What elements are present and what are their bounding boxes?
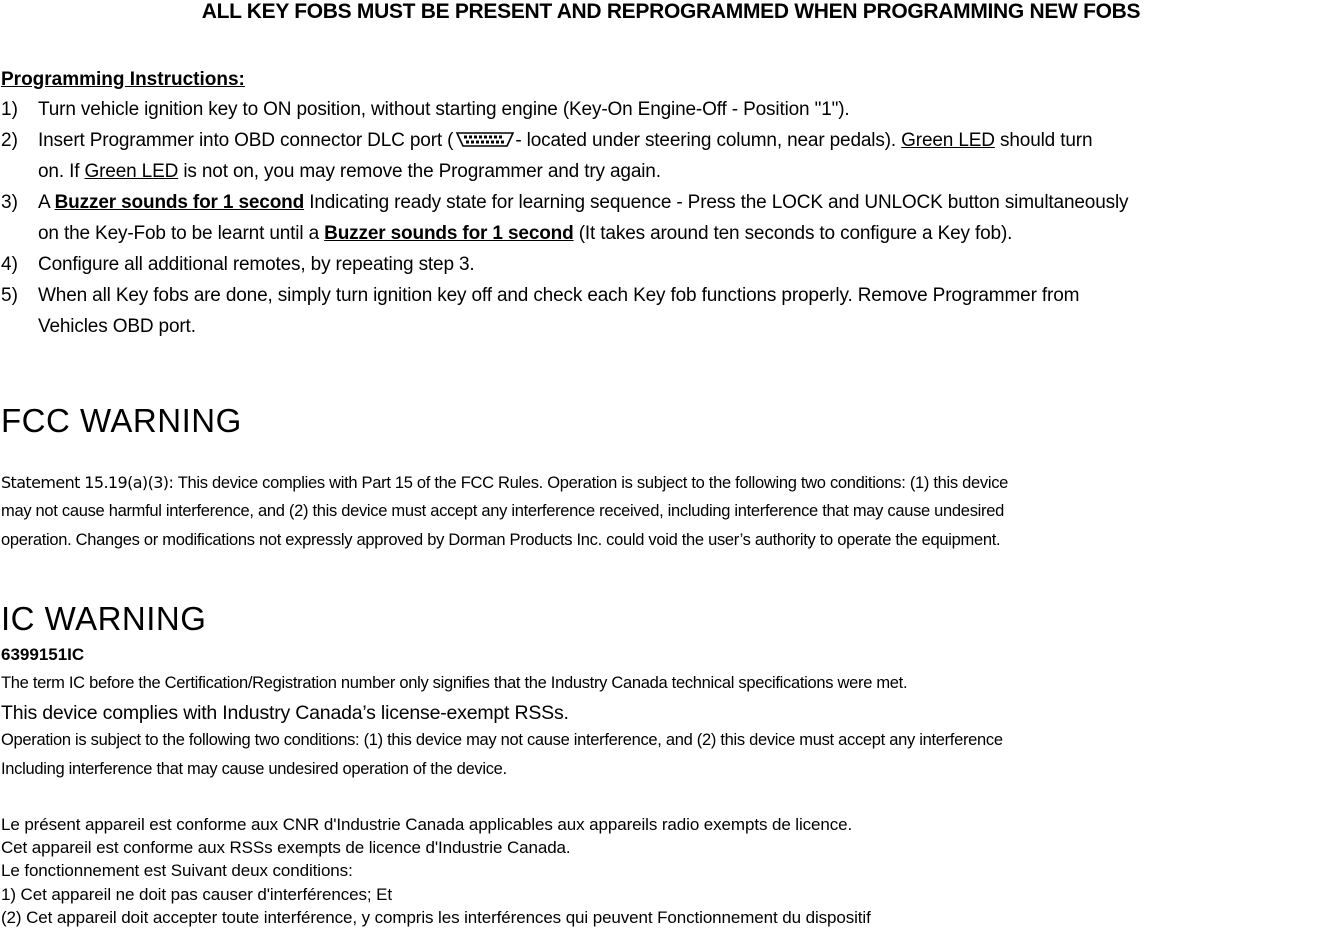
french-line-1: Le présent appareil est conforme aux CNR d'Industrie Canada applicables aux appareils radio exempts de licence.: [1, 815, 853, 834]
step-3-text-c: Indicating ready state for learning sequence - Press the LOCK and UNLOCK button simultaneously: [304, 192, 1129, 213]
step-3-line-1: [38, 192, 1128, 214]
step-2-line-2: [38, 161, 661, 183]
ic-line-4: Including interference that may cause undesired operation of the device.: [1, 760, 507, 778]
buzzer-label-2: Buzzer sounds for 1 second: [324, 223, 574, 244]
french-line-3: Le fonctionnement est Suivant deux conditions:: [1, 861, 353, 880]
step-4-text: Configure all additional remotes, by repeating step 3.: [38, 254, 475, 275]
step-5-line-1: When all Key fobs are done, simply turn ignition key off and check each Key fob functions properly. Remove Programmer from: [38, 285, 1080, 306]
ic-heading: IC WARNING: [1, 600, 207, 637]
ic-line-3: Operation is subject to the following two conditions: (1) this device may not cause interference, and (2) this device must accept any interference: [1, 731, 1003, 749]
fcc-statement-label: Statement 15.19(a)(3):: [1, 473, 174, 492]
step-3-text-f: (It takes around ten seconds to configure a Key fob).: [573, 223, 1013, 244]
french-line-2: Cet appareil est conforme aux RSSs exempts de licence d'Industrie Canada.: [1, 838, 571, 857]
obd-connector-icon: [455, 132, 515, 147]
step-2-text-b: - located under steering column, near pedals).: [515, 130, 902, 151]
step-2-text-e: on. If: [38, 161, 85, 182]
step-3-text-d: on the Key-Fob to be learnt until a: [38, 223, 325, 244]
fcc-text-1: This device complies with Part 15 of the FCC Rules. Operation is subject to the following two conditions: (1) this device: [177, 474, 1009, 492]
ic-number: 6399151IC: [1, 645, 85, 664]
french-line-4: 1) Cet appareil ne doit pas causer d'interférences; Et: [1, 885, 392, 904]
step-3-text-a: A: [38, 192, 55, 213]
ic-line-2: This device complies with Industry Canada’s license-exempt RSSs.: [1, 702, 569, 724]
step-2-text-f: is not on, you may remove the Programmer and try again.: [178, 161, 661, 182]
step-3-number: 3): [1, 192, 18, 213]
fcc-line-1: [1, 473, 1008, 493]
step-2-number: 2): [1, 130, 18, 151]
ic-line-1: The term IC before the Certification/Registration number only signifies that the Industry Canada technical specifications were met.: [1, 674, 908, 692]
step-5-number: 5): [1, 285, 18, 306]
fcc-line-3: operation. Changes or modifications not expressly approved by Dorman Products Inc. could void the user’s authority to operate the equipment.: [1, 531, 1001, 549]
step-5-line-2: Vehicles OBD port.: [38, 316, 196, 337]
step-1-number: 1): [1, 99, 18, 120]
fcc-line-2: may not cause harmful interference, and (2) this device must accept any interference received, including interference that may cause undesired: [1, 502, 1004, 520]
step-4-number: 4): [1, 254, 18, 275]
step-2-text-d: should turn: [994, 130, 1093, 151]
green-led-label: Green LED: [901, 130, 995, 151]
step-1-text: Turn vehicle ignition key to ON position, without starting engine (Key-On Engine-Off - Position "1").: [38, 99, 850, 120]
programming-heading: Programming Instructions:: [1, 69, 245, 90]
step-3-line-2: [38, 223, 1012, 245]
french-line-5: (2) Cet appareil doit accepter toute interférence, y compris les interférences qui peuvent Fonctionnement du dispositif: [1, 908, 871, 927]
document-title: ALL KEY FOBS MUST BE PRESENT AND REPROGRAMMED WHEN PROGRAMMING NEW FOBS: [201, 0, 1141, 23]
fcc-heading: FCC WARNING: [1, 402, 242, 439]
step-2-line-1: [38, 130, 1092, 152]
green-led-label-2: Green LED: [84, 161, 179, 182]
buzzer-label: Buzzer sounds for 1 second: [54, 192, 305, 213]
step-2-text-a: Insert Programmer into OBD connector DLC port (: [38, 130, 454, 151]
